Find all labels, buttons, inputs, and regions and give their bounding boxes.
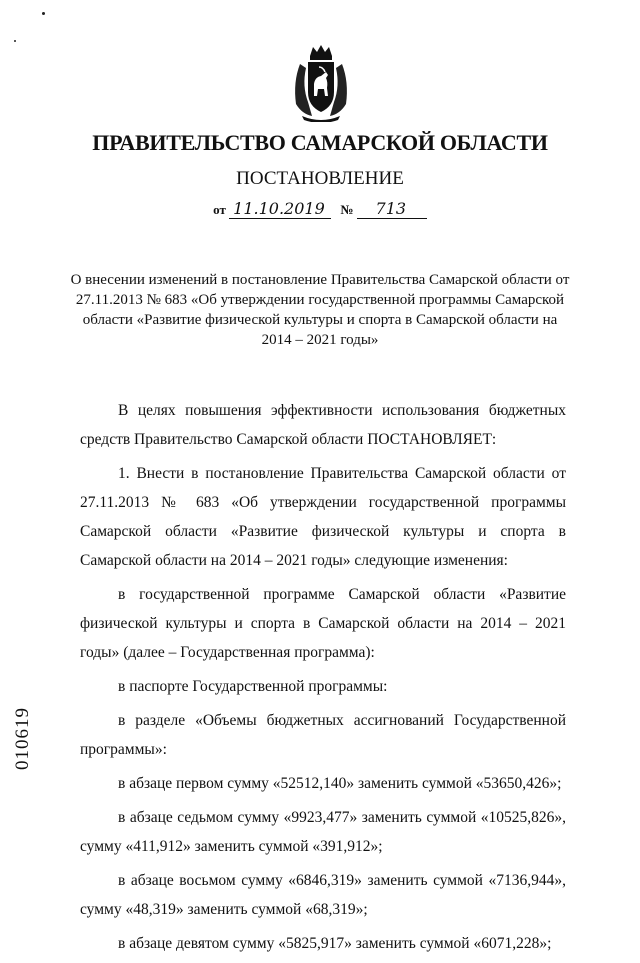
body-paragraph: в абзаце первом сумму «52512,140» заменить суммой «53650,426»; <box>118 775 562 792</box>
body-paragraph: 1. Внести в постановление Правительства Самарской области от 27.11.2013 № 683 «Об утверждении государственной программы Самарской области «Развитие физической культуры и спорта в Самарской области на 2014 – 2021 годы» следующие изменения: <box>80 465 566 569</box>
body-paragraph: в абзаце девятом сумму «5825,917» заменить суммой «6071,228»; <box>118 935 552 952</box>
coat-of-arms-icon <box>288 42 354 122</box>
body-paragraph: в государственной программе Самарской области «Развитие физической культуры и спорта в Самарской области на 2014 – 2021 годы» (далее – Государственная программа): <box>80 586 566 661</box>
organization-title: ПРАВИТЕЛЬСТВО САМАРСКОЙ ОБЛАСТИ <box>92 130 548 155</box>
date-number-line <box>0 199 640 219</box>
scan-speck <box>14 40 16 42</box>
serial-number: 010619 <box>12 707 33 770</box>
body-paragraph: в паспорте Государственной программы: <box>118 678 388 695</box>
scan-speck <box>42 12 45 15</box>
body-paragraph: в абзаце седьмом сумму «9923,477» заменить суммой «10525,826», сумму «411,912» заменить суммой «391,912»; <box>80 809 566 855</box>
document-subject: О внесении изменений в постановление Правительства Самарской области от 27.11.2013 № 683 «Об утверждении государственной программы Самарской области «Развитие физической культуры и спорта в Самарской области на 2014 – 2021 годы» <box>70 272 570 348</box>
date-prefix: от <box>213 202 226 217</box>
body-paragraph: В целях повышения эффективности использования бюджетных средств Правительство Самарской области ПОСТАНОВЛЯЕТ: <box>80 402 566 448</box>
document-body <box>80 396 566 963</box>
body-paragraph: в разделе «Объемы бюджетных ассигнований Государственной программы»: <box>80 712 566 758</box>
body-paragraph: в абзаце восьмом сумму «6846,319» заменить суммой «7136,944», сумму «48,319» заменить суммой «68,319»; <box>80 872 566 918</box>
number-handwritten: 713 <box>357 199 427 219</box>
number-prefix: № <box>340 202 354 217</box>
document-type: ПОСТАНОВЛЕНИЕ <box>236 168 404 189</box>
date-handwritten: 11.10.2019 <box>229 199 331 219</box>
